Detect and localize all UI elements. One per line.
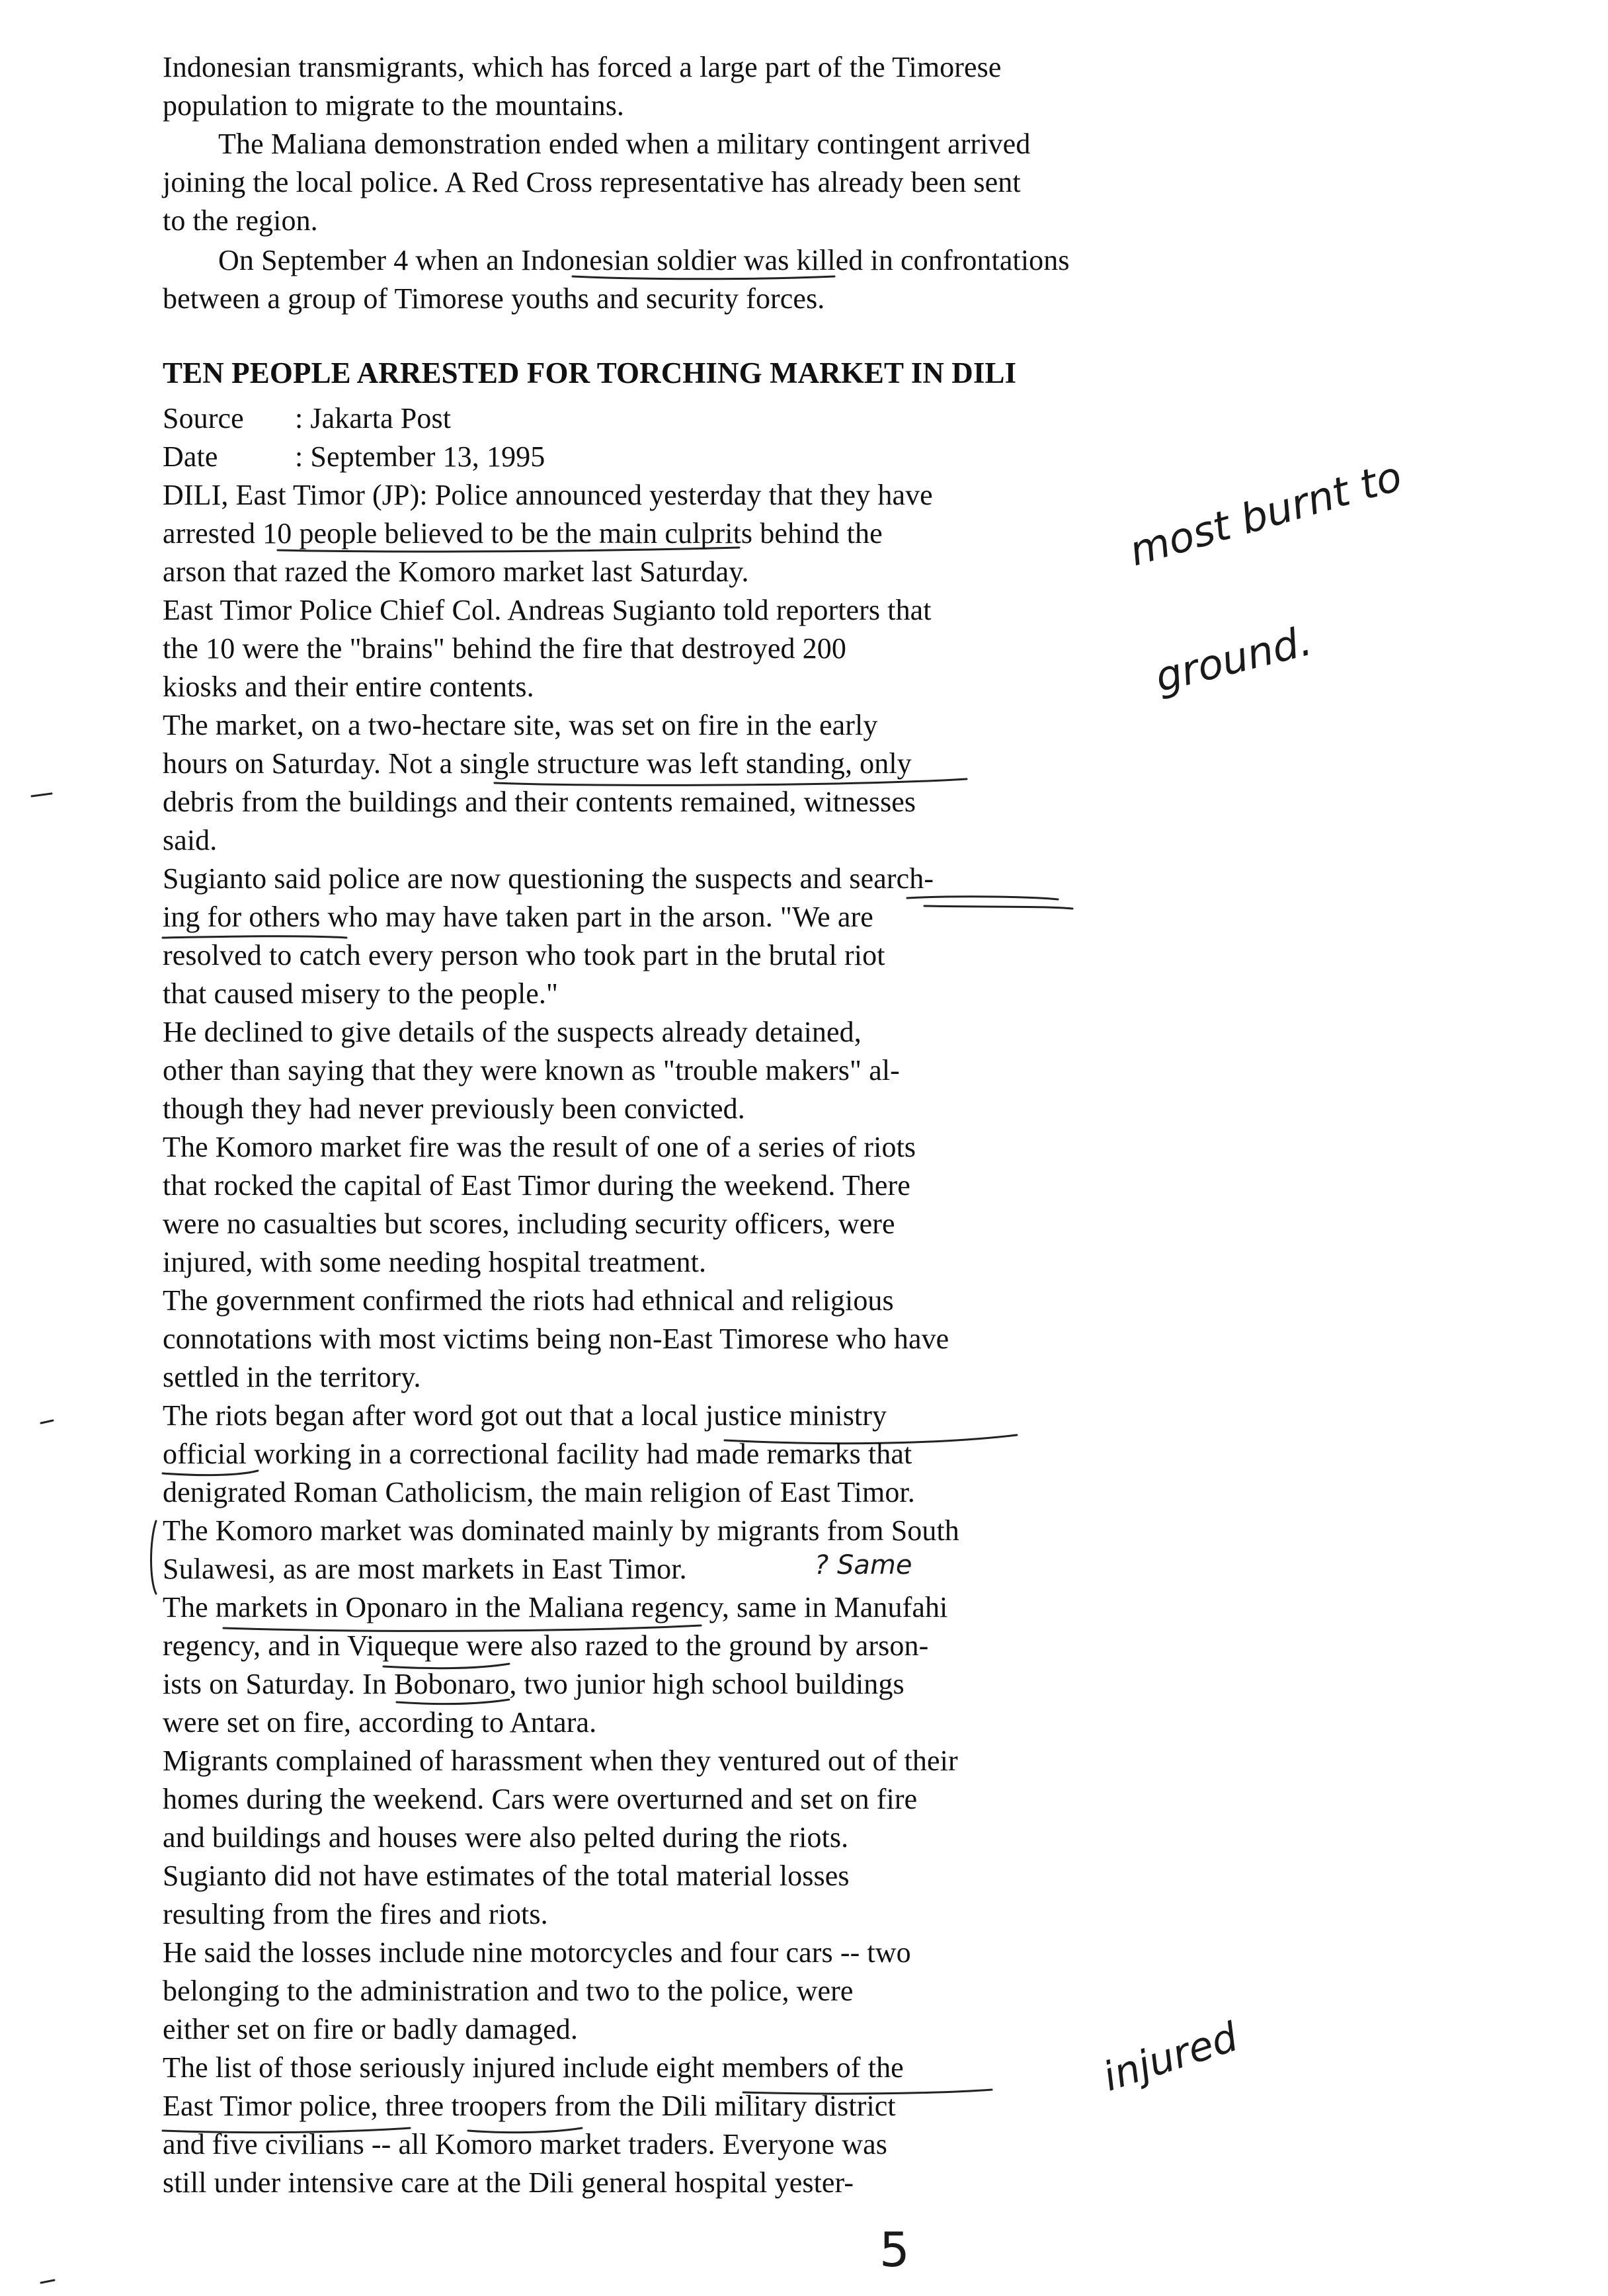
underline-we-are (924, 906, 1072, 909)
body-line: and buildings and houses were also pelted during the riots. (163, 1821, 849, 1854)
body-line: Sugianto said police are now questioning the suspects and search- (163, 862, 934, 895)
body-line: injured, with some needing hospital treatment. (163, 1246, 707, 1278)
body-line: and five civilians -- all Komoro market traders. Everyone was (163, 2128, 887, 2160)
body-line: homes during the weekend. Cars were overturned and set on fire (163, 1783, 918, 1815)
body-line: that rocked the capital of East Timor during the weekend. There (163, 1169, 910, 1202)
body-line: resulting from the fires and riots. (163, 1898, 548, 1930)
article-date (163, 438, 545, 476)
body-line: though they had never previously been convicted. (163, 1092, 745, 1125)
body-line: He said the losses include nine motorcycles and four cars -- two (163, 1936, 911, 1969)
tick-left-2 (41, 1420, 53, 1423)
source-value: : Jakarta Post (295, 402, 452, 434)
body-line: The Komoro market fire was the result of one of a series of riots (163, 1131, 916, 1163)
body-line: hours on Saturday. Not a single structure was left standing, only (163, 747, 912, 780)
tick-left-1 (32, 794, 52, 796)
article-source (163, 399, 451, 438)
tick-left-3 (41, 2280, 54, 2283)
body-line: belonging to the administration and two to the police, were (163, 1975, 854, 2007)
body-line: arrested 10 people believed to be the main culprits behind the (163, 517, 883, 550)
body-line: The riots began after word got out that a local justice ministry (163, 1399, 887, 1432)
body-line: regency, and in Viqueque were also razed to the ground by arson- (163, 1629, 929, 1662)
article-headline: TEN PEOPLE ARRESTED FOR TORCHING MARKET IN DILI (163, 356, 1017, 390)
body-line: East Timor police, three troopers from the Dili military district (163, 2090, 896, 2122)
body-line: resolved to catch every person who took part in the brutal riot (163, 939, 885, 971)
body-line: The market, on a two-hectare site, was set on fire in the early (163, 709, 878, 741)
body-line: debris from the buildings and their contents remained, witnesses (163, 786, 916, 818)
text-line: joining the local police. A Red Cross representative has already been sent (163, 166, 1021, 198)
bracket-komoro (151, 1521, 157, 1594)
body-line: The government confirmed the riots had ethnical and religious (163, 1284, 894, 1317)
body-line: The markets in Oponaro in the Maliana regency, same in Manufahi (163, 1591, 948, 1623)
body-line: denigrated Roman Catholicism, the main religion of East Timor. (163, 1476, 915, 1508)
body-line: settled in the territory. (163, 1361, 421, 1393)
body-line: either set on fire or badly damaged. (163, 2013, 578, 2045)
body-line: were set on fire, according to Antara. (163, 1706, 597, 1739)
body-line: said. (163, 824, 218, 856)
margin-note-ground: ground. (1150, 616, 1316, 702)
source-label: Source (163, 402, 244, 434)
margin-note-most-burnt: most burnt to (1124, 452, 1408, 576)
body-line: Sulawesi, as are most markets in East Timor. (163, 1553, 687, 1585)
body-line: kiosks and their entire contents. (163, 671, 534, 703)
body-line: The Komoro market was dominated mainly by migrants from South (163, 1514, 959, 1547)
body-line: still under intensive care at the Dili general hospital yester- (163, 2166, 854, 2199)
body-line: DILI, East Timor (JP): Police announced yesterday that they have (163, 479, 933, 511)
body-line: Sugianto did not have estimates of the total material losses (163, 1860, 850, 1892)
body-line: East Timor Police Chief Col. Andreas Sugianto told reporters that (163, 594, 932, 626)
body-line: that caused misery to the people." (163, 977, 559, 1010)
text-line: Indonesian transmigrants, which has forced a large part of the Timorese (163, 51, 1002, 83)
text-line: to the region. (163, 204, 318, 237)
margin-note-injured: injured (1098, 2014, 1244, 2101)
text-line: On September 4 when an Indonesian soldier was killed in confrontations (218, 244, 1070, 276)
text-line: between a group of Timorese youths and security forces. (163, 282, 825, 315)
body-line: were no casualties but scores, including security officers, were (163, 1208, 895, 1240)
body-line: ing for others who may have taken part in the arson. "We are (163, 901, 873, 933)
body-line: the 10 were the "brains" behind the fire that destroyed 200 (163, 632, 846, 665)
body-line: Migrants complained of harassment when they ventured out of their (163, 1744, 958, 1777)
body-line: other than saying that they were known as "trouble makers" al- (163, 1054, 900, 1086)
inline-note-same: ? Same (815, 1550, 912, 1580)
page-number: 5 (879, 2222, 910, 2277)
body-line: He declined to give details of the suspects already detained, (163, 1016, 862, 1048)
body-line: connotations with most victims being non-East Timorese who have (163, 1323, 949, 1355)
date-label: Date (163, 440, 218, 473)
body-line: official working in a correctional facility had made remarks that (163, 1438, 912, 1470)
body-line: ists on Saturday. In Bobonaro, two junior high school buildings (163, 1668, 904, 1700)
date-value: : September 13, 1995 (295, 440, 545, 473)
text-line: The Maliana demonstration ended when a military contingent arrived (218, 128, 1031, 160)
text-line: population to migrate to the mountains. (163, 89, 625, 122)
body-line: The list of those seriously injured include eight members of the (163, 2051, 904, 2084)
body-line: arson that razed the Komoro market last Saturday. (163, 555, 749, 588)
